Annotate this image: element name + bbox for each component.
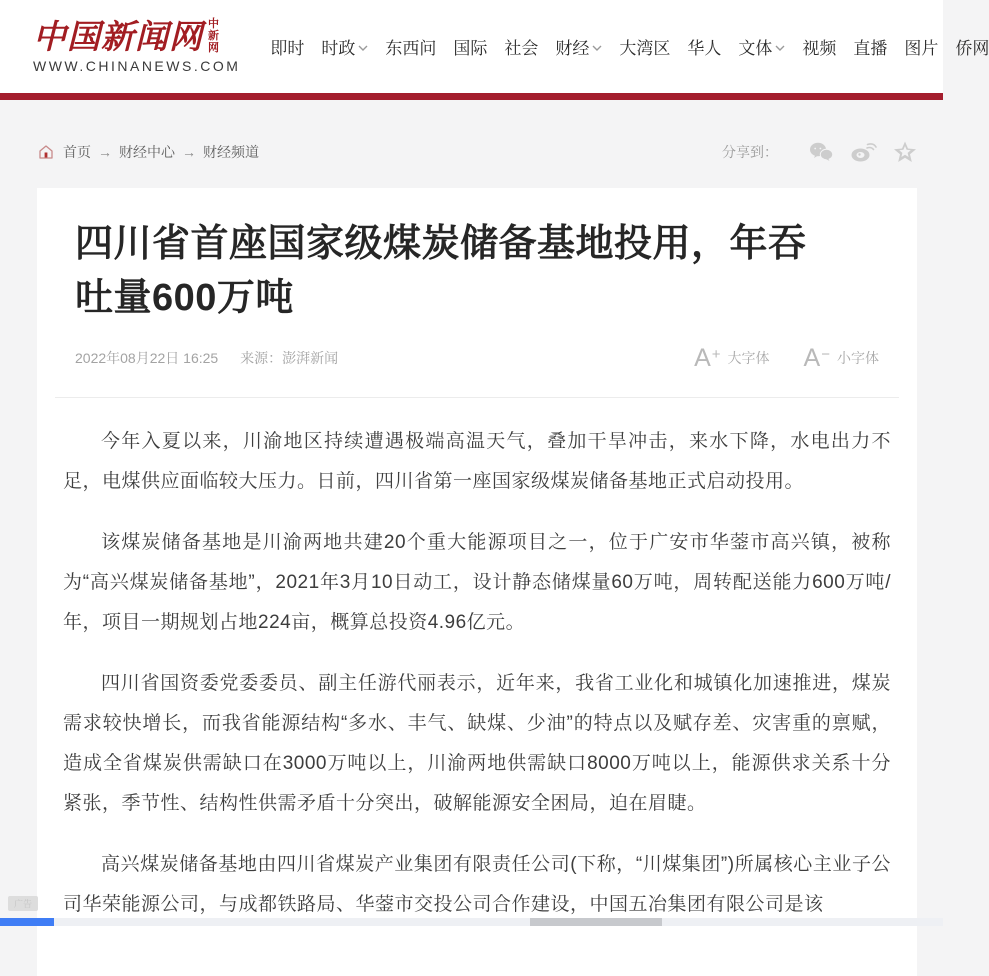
article-date: 2022年08月22日 16:25 (75, 350, 219, 367)
article-paragraph: 该煤炭储备基地是川渝两地共建20个重大能源项目之一，位于广安市华蓥市高兴镇，被称为“高兴煤炭储备基地”，2021年3月10日动工，设计静态储煤量60万吨，周转配送能力600万吨/年，项目一期规划占地224亩，概算总投资4.96亿元。 (63, 531, 891, 633)
nav-item-culture-sports[interactable]: 文体 (738, 34, 785, 59)
share-box (722, 141, 917, 163)
home-icon[interactable] (37, 143, 55, 161)
chevron-down-icon (775, 45, 785, 51)
breadcrumb-finance-center[interactable]: 财经中心 (119, 144, 175, 160)
article-meta (75, 348, 338, 368)
article-card (37, 188, 917, 976)
site-header (0, 0, 989, 93)
header-accent-bar (0, 93, 943, 100)
scrollbar-blue-segment (0, 918, 54, 926)
article-body (37, 398, 917, 925)
nav-item-international[interactable]: 国际 (453, 39, 488, 58)
site-logo[interactable] (33, 16, 241, 74)
breadcrumb-row (37, 141, 917, 163)
nav-item-eastwest[interactable]: 东西问 (385, 39, 437, 58)
breadcrumb (37, 142, 259, 162)
nav-item-politics[interactable]: 时政 (321, 34, 368, 59)
article-paragraph: 四川省国资委党委委员、副主任游代丽表示，近年来，我省工业化和城镇化加速推进，煤炭需求较快增长，而我省能源结构“多水、丰气、缺煤、少油”的特点以及赋存差、灾害重的禀赋，造成全省煤炭供需缺口在3000万吨以上，川渝两地供需缺口8000万吨以上，能源供求关系十分紧张，季节性、结构性供需矛盾十分突出，破解能源安全困局，迫在眉睫。 (63, 672, 891, 814)
ad-badge[interactable]: 广告 (8, 896, 38, 911)
nav-item-society[interactable]: 社会 (504, 39, 539, 58)
breadcrumb-separator: → (98, 144, 112, 160)
article-meta-row (37, 343, 917, 372)
nav-item-live[interactable]: 直播 (853, 39, 888, 58)
article-paragraph: 今年入夏以来，川渝地区持续遭遇极端高温天气，叠加干旱冲击，来水下降，水电出力不足，电煤供应面临较大压力。日前，四川省第一座国家级煤炭储备基地正式启动投用。 (63, 430, 891, 492)
star-icon[interactable] (893, 141, 917, 163)
article-title: 四川省首座国家级煤炭储备基地投用，年吞吐量600万吨 (75, 223, 807, 319)
chevron-down-icon (592, 45, 602, 51)
site-logo-side-text: 中 新 网 (208, 17, 219, 54)
nav-item-finance[interactable]: 财经 (555, 34, 602, 59)
nav-item-greater-bay[interactable]: 大湾区 (619, 39, 671, 58)
font-smaller-button[interactable]: A − 小字体 (803, 343, 879, 372)
horizontal-scrollbar[interactable] (0, 918, 943, 926)
article-paragraph: 高兴煤炭储备基地由四川省煤炭产业集团有限责任公司(下称，“川煤集团”)所属核心主业子公司华荣能源公司，与成都铁路局、华蓥市交投公司合作建设，中国五冶集团有限公司是该 (63, 853, 891, 915)
site-logo-text: 中国新闻网 (33, 16, 203, 56)
main-nav (270, 34, 989, 59)
breadcrumb-home[interactable]: 首页 (63, 144, 91, 160)
article-source: 来源：澎湃新闻 (240, 350, 339, 367)
nav-item-instant[interactable]: 即时 (270, 39, 305, 58)
font-larger-button[interactable]: A + 大字体 (694, 343, 770, 372)
chevron-down-icon (358, 45, 368, 51)
nav-item-video[interactable]: 视频 (802, 39, 837, 58)
nav-item-pictures[interactable]: 图片 (904, 39, 939, 58)
scrollbar-thumb[interactable] (530, 918, 662, 926)
breadcrumb-finance-channel[interactable]: 财经频道 (203, 144, 259, 160)
weibo-icon[interactable] (850, 141, 877, 163)
breadcrumb-separator: → (182, 144, 196, 160)
nav-item-qiao[interactable]: 侨网 (955, 39, 989, 58)
site-logo-url: WWW.CHINANEWS.COM (33, 57, 241, 74)
font-size-controls (660, 343, 879, 372)
share-label: 分享到： (722, 144, 778, 160)
nav-item-overseas-chinese[interactable]: 华人 (687, 39, 722, 58)
wechat-icon[interactable] (808, 141, 834, 163)
